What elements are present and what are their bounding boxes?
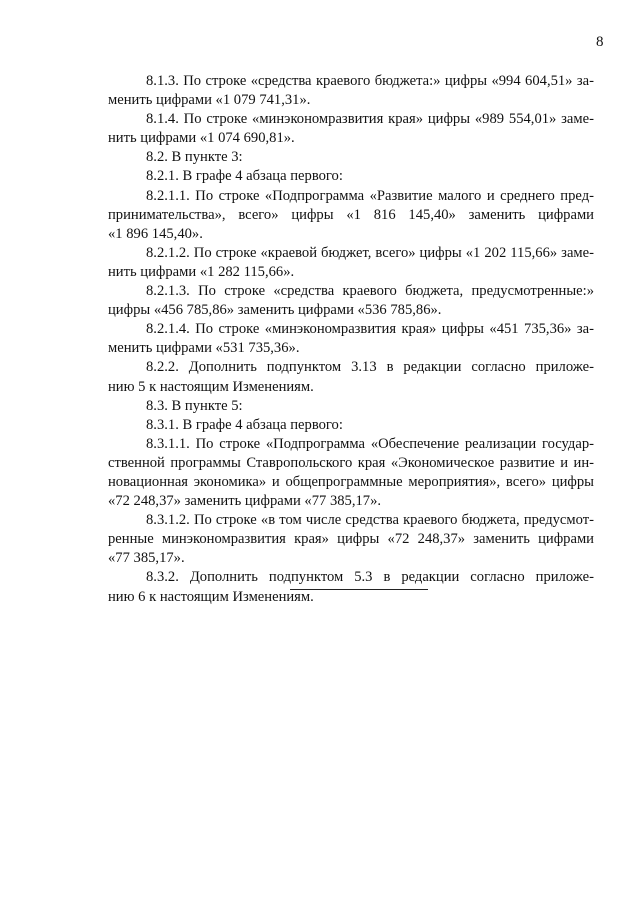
paragraph-line: 8.2.1.1. По строке «Подпрограмма «Развитие малого и среднего пред- xyxy=(146,187,594,204)
paragraph-line: 8.3.1. В графе 4 абзаца первого: xyxy=(146,416,343,433)
paragraph-line: новационная экономика» и общепрограммные мероприятия», всего» цифры xyxy=(108,473,594,490)
document-body xyxy=(108,72,594,607)
paragraph xyxy=(108,110,594,148)
paragraph-line: 8.2.2. Дополнить подпунктом 3.13 в редакции согласно приложе- xyxy=(146,359,594,376)
paragraph-line: 8.3. В пункте 5: xyxy=(146,397,243,414)
paragraph xyxy=(108,148,594,167)
paragraph-line: «1 896 145,40». xyxy=(108,225,203,242)
paragraph-line: менить цифрами «531 735,36». xyxy=(108,340,300,357)
paragraph-line: 8.3.1.1. По строке «Подпрограмма «Обеспечение реализации государ- xyxy=(146,435,594,452)
paragraph-line: 8.3.2. Дополнить подпунктом 5.3 в редакции согласно приложе- xyxy=(146,569,594,586)
paragraph xyxy=(108,568,594,606)
paragraph xyxy=(108,244,594,282)
paragraph-line: 8.3.1.2. По строке «в том числе средства краевого бюджета, предусмот- xyxy=(146,512,594,529)
paragraph xyxy=(108,416,594,435)
paragraph-line: принимательства», всего» цифры «1 816 145,40» заменить цифрами xyxy=(108,206,594,223)
paragraph xyxy=(108,282,594,320)
paragraph xyxy=(108,358,594,396)
paragraph-line: ренные минэкономразвития края» цифры «72 248,37» заменить цифрами xyxy=(108,531,594,548)
paragraph xyxy=(108,320,594,358)
paragraph xyxy=(108,167,594,186)
paragraph-line: «72 248,37» заменить цифрами «77 385,17». xyxy=(108,493,382,510)
paragraph-line: 8.1.4. По строке «минэкономразвития края» цифры «989 554,01» заме- xyxy=(146,111,594,128)
paragraph-line: 8.2. В пункте 3: xyxy=(146,149,243,166)
paragraph-line: 8.2.1.3. По строке «средства краевого бюджета, предусмотренные:» xyxy=(146,283,594,300)
paragraph-line: 8.1.3. По строке «средства краевого бюджета:» цифры «994 604,51» за- xyxy=(146,73,594,89)
page-number: 8 xyxy=(596,34,604,50)
paragraph-line: нию 6 к настоящим Изменениям. xyxy=(108,588,314,605)
paragraph-line: цифры «456 785,86» заменить цифрами «536 785,86». xyxy=(108,302,442,319)
paragraph-line: нить цифрами «1 282 115,66». xyxy=(108,263,295,280)
paragraph xyxy=(108,511,594,568)
paragraph-line: нить цифрами «1 074 690,81». xyxy=(108,130,295,147)
closing-divider-line xyxy=(290,589,428,590)
paragraph-line: 8.2.1.4. По строке «минэкономразвития края» цифры «451 735,36» за- xyxy=(146,321,594,338)
paragraph xyxy=(108,435,594,511)
paragraph-line: нию 5 к настоящим Изменениям. xyxy=(108,378,314,395)
paragraph xyxy=(108,397,594,416)
paragraph xyxy=(108,72,594,110)
paragraph-line: 8.2.1. В графе 4 абзаца первого: xyxy=(146,168,343,185)
paragraph xyxy=(108,187,594,244)
paragraph-line: «77 385,17». xyxy=(108,550,185,567)
paragraph-line: ственной программы Ставропольского края «Экономическое развитие и ин- xyxy=(108,454,594,471)
paragraph-line: менить цифрами «1 079 741,31». xyxy=(108,92,311,109)
paragraph-line: 8.2.1.2. По строке «краевой бюджет, всего» цифры «1 202 115,66» заме- xyxy=(146,244,594,261)
